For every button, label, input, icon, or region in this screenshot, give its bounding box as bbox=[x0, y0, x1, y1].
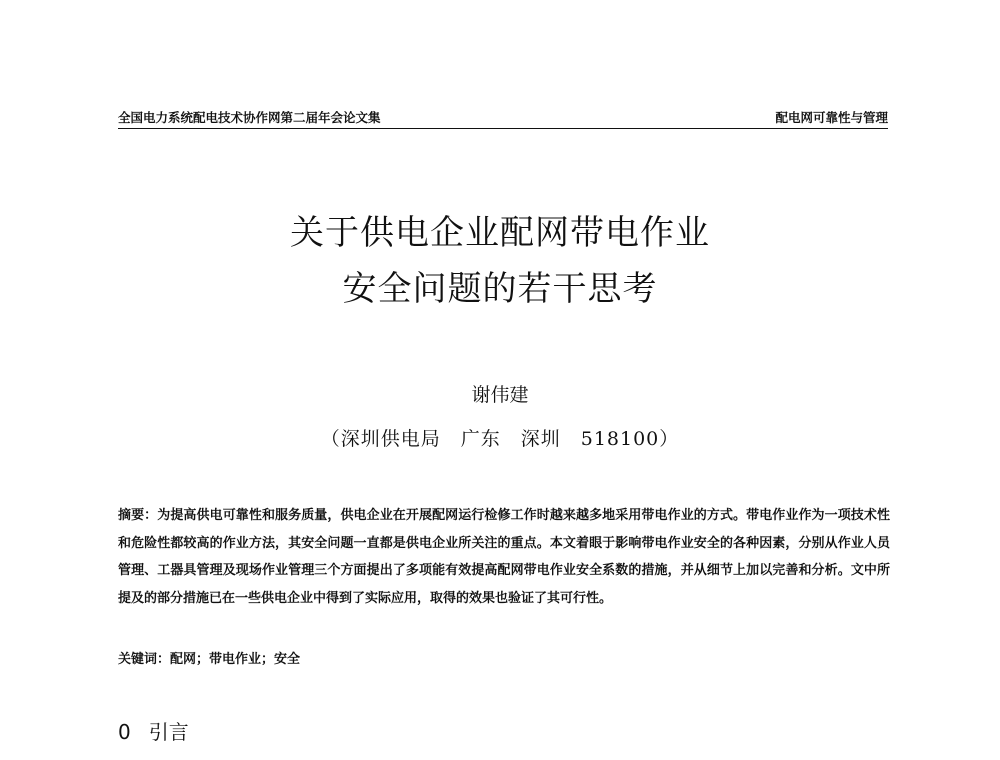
running-header bbox=[118, 104, 888, 129]
header-proceedings-title: 全国电力系统配电技术协作网第二届年会论文集 bbox=[118, 110, 381, 125]
author-affiliation: （深圳供电局 广东 深圳 518100） bbox=[320, 428, 680, 450]
title-line-1: 关于供电企业配网带电作业 bbox=[290, 213, 710, 253]
keywords-text: 配网；带电作业；安全 bbox=[170, 652, 301, 667]
paper-title bbox=[0, 205, 1000, 317]
abstract bbox=[118, 502, 890, 612]
section-number: 0 bbox=[118, 720, 131, 744]
keywords bbox=[118, 648, 300, 667]
abstract-text: 为提高供电可靠性和服务质量，供电企业在开展配网运行检修工作时越来越多地采用带电作业的方式。带电作业作为一项技术性和危险性都较高的作业方法，其安全问题一直都是供电企业所关注的重点。本文着眼于影响带电作业安全的各种因素，分别从作业人员管理、工器具管理及现场作业管理三个方面提出了多项能有效提高配网带电作业安全系数的措施，并从细节上加以完善和分析。文中所提及的部分措施已在一些供电企业中得到了实际应用，取得的效果也验证了其可行性。 bbox=[118, 508, 890, 606]
header-section-title: 配电网可靠性与管理 bbox=[775, 110, 888, 125]
keywords-label: 关键词： bbox=[118, 652, 171, 667]
author-name: 谢伟建 bbox=[471, 384, 529, 406]
section-title: 引言 bbox=[148, 720, 189, 744]
section-heading bbox=[118, 716, 189, 745]
abstract-label: 摘要： bbox=[118, 508, 158, 523]
title-line-2: 安全问题的若干思考 bbox=[342, 269, 658, 309]
